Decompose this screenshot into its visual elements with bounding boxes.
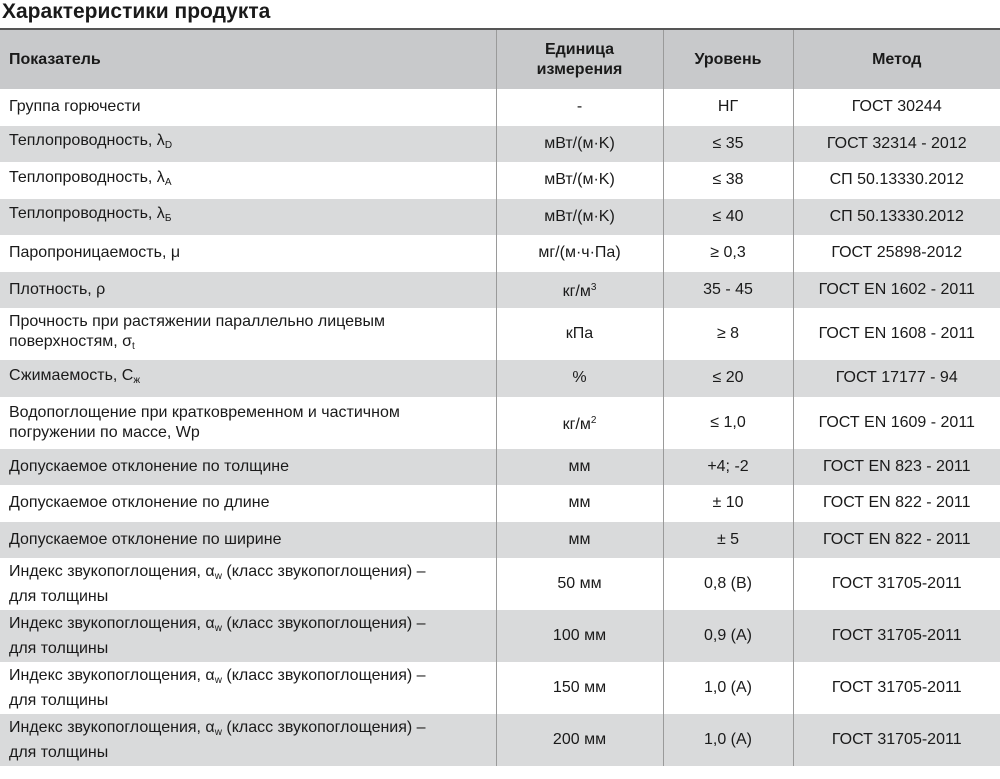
cell-unit bbox=[496, 610, 663, 662]
header-unit-line1: Единица bbox=[544, 40, 615, 58]
cell-method: СП 50.13330.2012 bbox=[793, 199, 1000, 236]
table-row bbox=[0, 397, 1000, 449]
unit-text: мВт/(м·K) bbox=[544, 207, 615, 225]
indicator-subscript: t bbox=[132, 340, 135, 352]
cell-indicator bbox=[0, 126, 496, 163]
table-row bbox=[0, 89, 1000, 126]
product-characteristics-table bbox=[0, 28, 1000, 766]
cell-level: ± 5 bbox=[663, 522, 793, 559]
indicator-text: Индекс звукопоглощения, α bbox=[9, 614, 215, 632]
cell-method: ГОСТ 31705-2011 bbox=[793, 714, 1000, 766]
table-row bbox=[0, 449, 1000, 486]
cell-level: 1,0 (A) bbox=[663, 662, 793, 714]
cell-indicator bbox=[0, 397, 496, 449]
cell-level: ≤ 35 bbox=[663, 126, 793, 163]
indicator-text: Допускаемое отклонение по толщине bbox=[9, 457, 289, 475]
indicator-text: Паропроницаемость, μ bbox=[9, 244, 181, 262]
cell-unit bbox=[496, 662, 663, 714]
indicator-subscript: ж bbox=[133, 374, 141, 386]
cell-level: НГ bbox=[663, 89, 793, 126]
cell-unit bbox=[496, 522, 663, 559]
indicator-text: Группа горючести bbox=[9, 98, 141, 116]
indicator-text: Теплопроводность, λ bbox=[9, 168, 165, 186]
unit-text: мм bbox=[568, 457, 591, 475]
table-row bbox=[0, 522, 1000, 559]
indicator-text-cont: (класс звукопоглощения) – bbox=[221, 614, 426, 632]
table-row bbox=[0, 558, 1000, 610]
indicator-text: Допускаемое отклонение по длине bbox=[9, 494, 270, 512]
unit-text: - bbox=[576, 98, 583, 116]
cell-indicator bbox=[0, 558, 496, 610]
cell-level: ≥ 0,3 bbox=[663, 235, 793, 272]
table-row bbox=[0, 162, 1000, 199]
unit-text: мм bbox=[568, 530, 591, 548]
unit-text: мг/(м·ч·Па) bbox=[538, 244, 621, 262]
cell-method: ГОСТ EN 822 - 2011 bbox=[793, 485, 1000, 522]
cell-level: 35 - 45 bbox=[663, 272, 793, 309]
cell-unit bbox=[496, 558, 663, 610]
table-row bbox=[0, 662, 1000, 714]
cell-indicator bbox=[0, 485, 496, 522]
cell-level: 0,9 (A) bbox=[663, 610, 793, 662]
cell-unit bbox=[496, 360, 663, 397]
header-indicator: Показатель bbox=[0, 29, 496, 89]
cell-unit bbox=[496, 162, 663, 199]
cell-method: ГОСТ EN 1602 - 2011 bbox=[793, 272, 1000, 309]
unit-text: % bbox=[572, 369, 587, 387]
table-row bbox=[0, 272, 1000, 309]
table-row bbox=[0, 714, 1000, 766]
indicator-subscript: A bbox=[164, 176, 172, 188]
cell-indicator bbox=[0, 272, 496, 309]
cell-level: ≤ 40 bbox=[663, 199, 793, 236]
unit-text: кПа bbox=[565, 325, 594, 342]
cell-indicator bbox=[0, 235, 496, 272]
cell-method: ГОСТ 32314 - 2012 bbox=[793, 126, 1000, 163]
indicator-text: Сжимаемость, С bbox=[9, 366, 134, 384]
table-header-row bbox=[0, 29, 1000, 89]
indicator-text: Плотность, ρ bbox=[9, 280, 106, 298]
cell-level: ± 10 bbox=[663, 485, 793, 522]
cell-method: ГОСТ EN 823 - 2011 bbox=[793, 449, 1000, 486]
indicator-subscript: D bbox=[164, 140, 173, 152]
cell-method: ГОСТ EN 1608 - 2011 bbox=[793, 308, 1000, 360]
cell-unit bbox=[496, 272, 663, 309]
cell-unit bbox=[496, 449, 663, 486]
cell-unit bbox=[496, 714, 663, 766]
table-row bbox=[0, 126, 1000, 163]
page-title: Характеристики продукта bbox=[2, 0, 271, 23]
indicator-text: Индекс звукопоглощения, α bbox=[9, 666, 215, 684]
cell-indicator bbox=[0, 522, 496, 559]
indicator-text-line2: для толщины bbox=[9, 587, 109, 605]
indicator-text-cont: (класс звукопоглощения) – bbox=[221, 562, 426, 580]
cell-indicator bbox=[0, 89, 496, 126]
cell-level: ≤ 1,0 bbox=[663, 397, 793, 449]
cell-level: ≤ 38 bbox=[663, 162, 793, 199]
cell-indicator bbox=[0, 449, 496, 486]
table-row bbox=[0, 610, 1000, 662]
cell-indicator bbox=[0, 662, 496, 714]
cell-unit bbox=[496, 235, 663, 272]
cell-indicator bbox=[0, 360, 496, 397]
cell-indicator bbox=[0, 162, 496, 199]
indicator-subscript: w bbox=[214, 622, 222, 634]
indicator-text: Индекс звукопоглощения, α bbox=[9, 562, 215, 580]
unit-superscript: 2 bbox=[590, 414, 597, 426]
cell-method: ГОСТ 31705-2011 bbox=[793, 558, 1000, 610]
cell-level: ≤ 20 bbox=[663, 360, 793, 397]
indicator-text: Теплопроводность, λ bbox=[9, 205, 165, 223]
cell-method: ГОСТ 31705-2011 bbox=[793, 662, 1000, 714]
cell-unit bbox=[496, 199, 663, 236]
unit-text: 100 мм bbox=[552, 627, 607, 644]
table-row bbox=[0, 485, 1000, 522]
header-level: Уровень bbox=[663, 29, 793, 89]
unit-text: кг/м bbox=[562, 415, 591, 433]
cell-level: ≥ 8 bbox=[663, 308, 793, 360]
unit-text: кг/м bbox=[562, 282, 591, 300]
indicator-subscript: w bbox=[214, 726, 222, 738]
table-row bbox=[0, 235, 1000, 272]
cell-indicator bbox=[0, 199, 496, 236]
indicator-text-line2: погружении по массе, Wp bbox=[9, 423, 200, 441]
cell-unit bbox=[496, 126, 663, 163]
cell-method: ГОСТ 25898-2012 bbox=[793, 235, 1000, 272]
cell-level: 0,8 (B) bbox=[663, 558, 793, 610]
indicator-text: Водопоглощение при кратковременном и частичном bbox=[9, 403, 400, 421]
indicator-subscript: w bbox=[214, 674, 222, 686]
indicator-text-line2: поверхностям, σ bbox=[9, 332, 132, 350]
unit-text: мм bbox=[568, 494, 591, 512]
cell-unit bbox=[496, 89, 663, 126]
table-row bbox=[0, 308, 1000, 360]
cell-method: СП 50.13330.2012 bbox=[793, 162, 1000, 199]
cell-indicator bbox=[0, 714, 496, 766]
unit-text: 150 мм bbox=[552, 679, 607, 696]
header-unit-line2: измерения bbox=[536, 60, 623, 78]
cell-method: ГОСТ EN 822 - 2011 bbox=[793, 522, 1000, 559]
cell-unit bbox=[496, 485, 663, 522]
indicator-text-cont: (класс звукопоглощения) – bbox=[221, 718, 426, 736]
unit-text: 200 мм bbox=[552, 731, 607, 748]
indicator-subscript: Б bbox=[164, 213, 172, 225]
indicator-text-line2: для толщины bbox=[9, 639, 109, 657]
cell-level: 1,0 (A) bbox=[663, 714, 793, 766]
indicator-text: Теплопроводность, λ bbox=[9, 132, 165, 150]
cell-indicator bbox=[0, 610, 496, 662]
unit-text: мВт/(м·K) bbox=[544, 171, 615, 189]
cell-unit bbox=[496, 308, 663, 360]
indicator-text-line2: для толщины bbox=[9, 691, 109, 709]
header-unit bbox=[496, 29, 663, 89]
cell-method: ГОСТ EN 1609 - 2011 bbox=[793, 397, 1000, 449]
unit-text: мВт/(м·K) bbox=[544, 134, 615, 152]
cell-unit bbox=[496, 397, 663, 449]
cell-method: ГОСТ 30244 bbox=[793, 89, 1000, 126]
cell-indicator bbox=[0, 308, 496, 360]
header-method: Метод bbox=[793, 29, 1000, 89]
indicator-text: Допускаемое отклонение по ширине bbox=[9, 530, 282, 548]
indicator-text: Прочность при растяжении параллельно лицевым bbox=[9, 312, 386, 330]
indicator-text-line2: для толщины bbox=[9, 743, 109, 761]
cell-level: +4; -2 bbox=[663, 449, 793, 486]
indicator-subscript: w bbox=[214, 570, 222, 582]
unit-text: 50 мм bbox=[557, 575, 602, 592]
table-row bbox=[0, 360, 1000, 397]
cell-method: ГОСТ 17177 - 94 bbox=[793, 360, 1000, 397]
table-row bbox=[0, 199, 1000, 236]
unit-superscript: 3 bbox=[590, 281, 597, 293]
indicator-text: Индекс звукопоглощения, α bbox=[9, 718, 215, 736]
cell-method: ГОСТ 31705-2011 bbox=[793, 610, 1000, 662]
indicator-text-cont: (класс звукопоглощения) – bbox=[221, 666, 426, 684]
